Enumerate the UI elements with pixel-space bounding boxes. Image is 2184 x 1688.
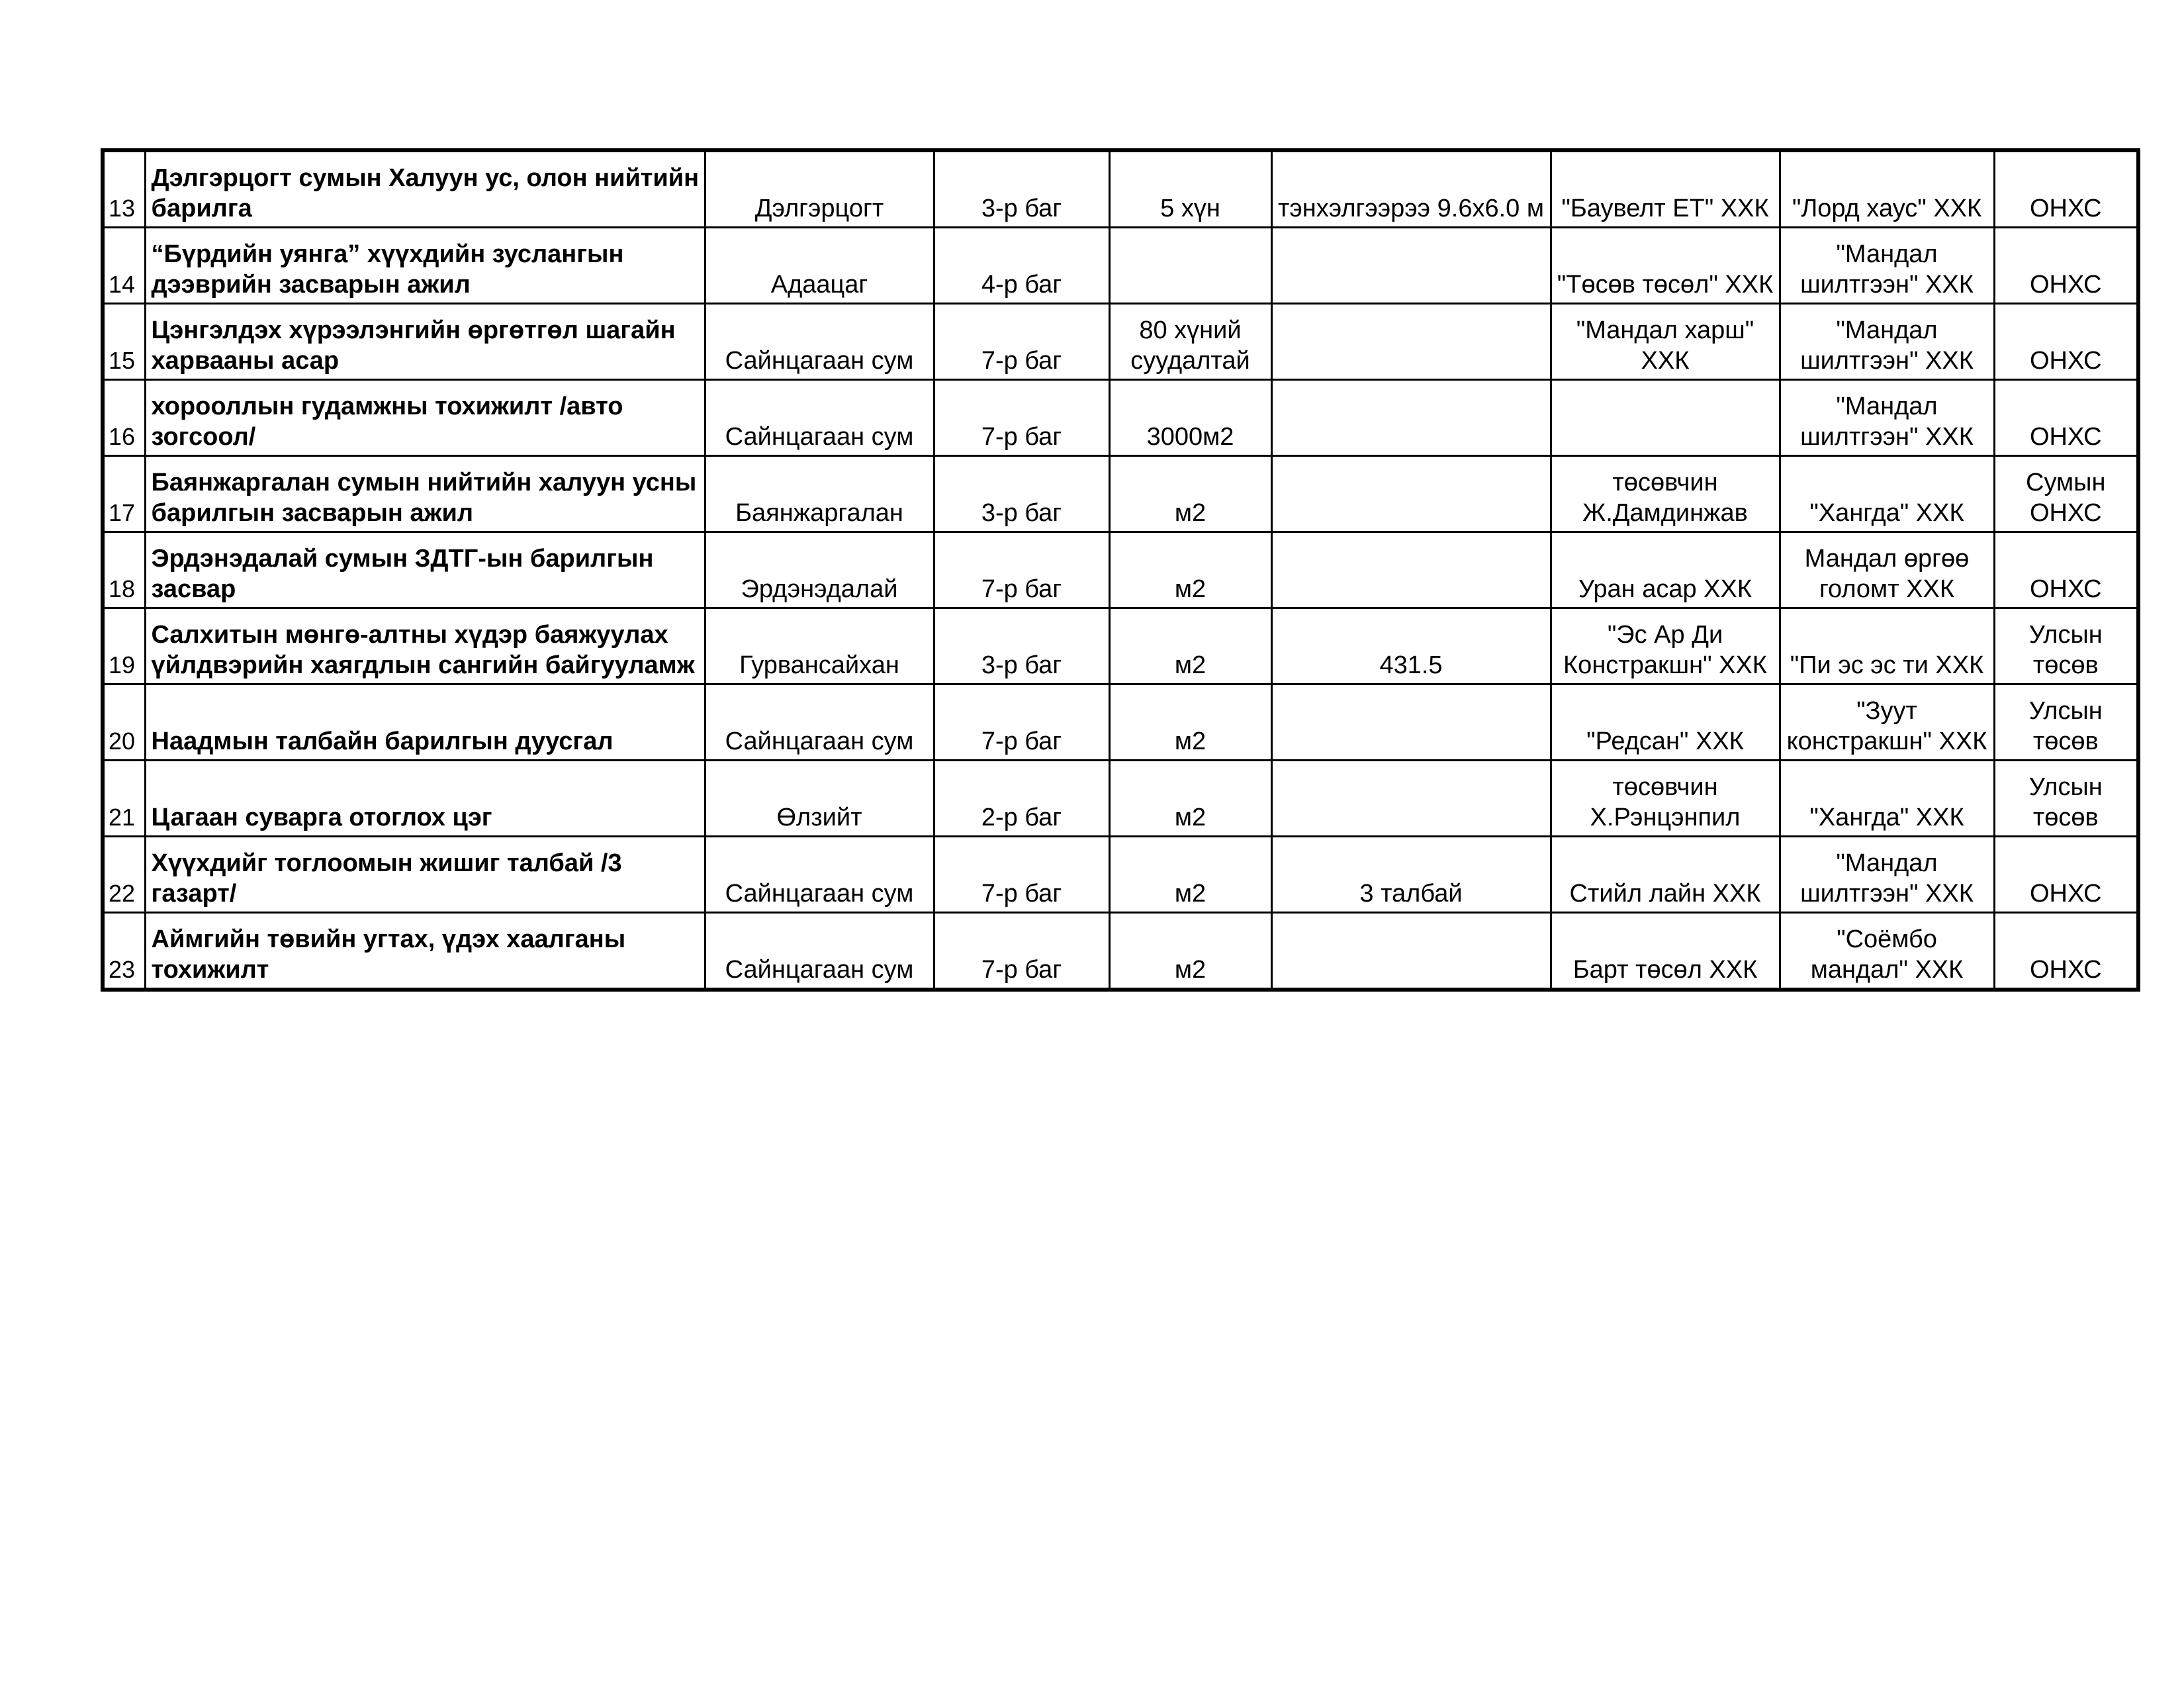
contractor-cell: "Хангда" ХХК — [1780, 761, 1994, 837]
project-name: Дэлгэрцогт сумын Халуун ус, олон нийтийн барилга — [145, 150, 705, 228]
soum-cell: Дэлгэрцогт — [705, 150, 934, 228]
projects-table — [101, 148, 2140, 992]
designer-cell: "Мандал харш" ХХК — [1551, 304, 1780, 380]
table-row — [103, 608, 2138, 684]
contractor-cell: "Мандал шилтгээн" ХХК — [1780, 837, 1994, 913]
table-row — [103, 761, 2138, 837]
project-name: Наадмын талбайн барилгын дуусгал — [145, 684, 705, 761]
capacity-cell: м2 — [1109, 761, 1271, 837]
table-row — [103, 684, 2138, 761]
capacity-cell: м2 — [1109, 456, 1271, 532]
project-name: Цэнгэлдэх хүрээлэнгийн өргөтгөл шагайн харвааны асар — [145, 304, 705, 380]
bag-cell: 7-р баг — [934, 532, 1109, 608]
funding-cell: ОНХС — [1994, 913, 2138, 990]
size-cell: 3 талбай — [1271, 837, 1551, 913]
capacity-cell: м2 — [1109, 684, 1271, 761]
size-cell — [1271, 228, 1551, 304]
size-cell — [1271, 532, 1551, 608]
capacity-cell: 5 хүн — [1109, 150, 1271, 228]
designer-cell: Уран асар ХХК — [1551, 532, 1780, 608]
project-name: “Бүрдийн уянга” хүүхдийн зуслангын дээврийн засварын ажил — [145, 228, 705, 304]
project-name: Баянжаргалан сумын нийтийн халуун усны барилгын засварын ажил — [145, 456, 705, 532]
row-number: 22 — [103, 837, 145, 913]
bag-cell: 7-р баг — [934, 380, 1109, 456]
row-number: 20 — [103, 684, 145, 761]
funding-cell: ОНХС — [1994, 380, 2138, 456]
table-row — [103, 150, 2138, 228]
capacity-cell: м2 — [1109, 532, 1271, 608]
soum-cell: Гурвансайхан — [705, 608, 934, 684]
contractor-cell: "Соёмбо мандал" ХХК — [1780, 913, 1994, 990]
contractor-cell: Мандал өргөө голомт ХХК — [1780, 532, 1994, 608]
designer-cell: "Редсан" ХХК — [1551, 684, 1780, 761]
contractor-cell: "Мандал шилтгээн" ХХК — [1780, 228, 1994, 304]
designer-cell: "Эс Ар Ди Констракшн" ХХК — [1551, 608, 1780, 684]
designer-cell: төсөвчин Ж.Дамдинжав — [1551, 456, 1780, 532]
funding-cell: Сумын ОНХС — [1994, 456, 2138, 532]
funding-cell: ОНХС — [1994, 150, 2138, 228]
row-number: 19 — [103, 608, 145, 684]
contractor-cell: "Зуут констракшн" ХХК — [1780, 684, 1994, 761]
bag-cell: 7-р баг — [934, 913, 1109, 990]
size-cell — [1271, 684, 1551, 761]
bag-cell: 3-р баг — [934, 150, 1109, 228]
designer-cell — [1551, 380, 1780, 456]
table-row — [103, 532, 2138, 608]
contractor-cell: "Хангда" ХХК — [1780, 456, 1994, 532]
funding-cell: ОНХС — [1994, 304, 2138, 380]
project-name: Цагаан суварга отоглох цэг — [145, 761, 705, 837]
soum-cell: Сайнцагаан сум — [705, 380, 934, 456]
table-body — [103, 150, 2138, 990]
soum-cell: Эрдэнэдалай — [705, 532, 934, 608]
capacity-cell: 80 хүний суудалтай — [1109, 304, 1271, 380]
funding-cell: ОНХС — [1994, 837, 2138, 913]
designer-cell: "Баувелт ЕТ" ХХК — [1551, 150, 1780, 228]
designer-cell: "Төсөв төсөл" ХХК — [1551, 228, 1780, 304]
size-cell — [1271, 456, 1551, 532]
size-cell: 431.5 — [1271, 608, 1551, 684]
funding-cell: ОНХС — [1994, 532, 2138, 608]
row-number: 18 — [103, 532, 145, 608]
table-row — [103, 837, 2138, 913]
table-row — [103, 456, 2138, 532]
funding-cell: ОНХС — [1994, 228, 2138, 304]
capacity-cell: 3000м2 — [1109, 380, 1271, 456]
size-cell — [1271, 380, 1551, 456]
size-cell — [1271, 761, 1551, 837]
project-name: Эрдэнэдалай сумын ЗДТГ-ын барилгын засвар — [145, 532, 705, 608]
row-number: 13 — [103, 150, 145, 228]
project-name: хорооллын гудамжны тохижилт /авто зогсоол/ — [145, 380, 705, 456]
project-name: Аймгийн төвийн угтах, үдэх хаалганы тохижилт — [145, 913, 705, 990]
capacity-cell: м2 — [1109, 837, 1271, 913]
row-number: 17 — [103, 456, 145, 532]
bag-cell: 4-р баг — [934, 228, 1109, 304]
soum-cell: Сайнцагаан сум — [705, 684, 934, 761]
capacity-cell: м2 — [1109, 913, 1271, 990]
contractor-cell: "Мандал шилтгээн" ХХК — [1780, 380, 1994, 456]
table-row — [103, 913, 2138, 990]
size-cell — [1271, 913, 1551, 990]
row-number: 16 — [103, 380, 145, 456]
funding-cell: Улсын төсөв — [1994, 761, 2138, 837]
contractor-cell: "Мандал шилтгээн" ХХК — [1780, 304, 1994, 380]
bag-cell: 3-р баг — [934, 608, 1109, 684]
funding-cell: Улсын төсөв — [1994, 684, 2138, 761]
bag-cell: 2-р баг — [934, 761, 1109, 837]
bag-cell: 3-р баг — [934, 456, 1109, 532]
row-number: 23 — [103, 913, 145, 990]
project-name: Хүүхдийг тоглоомын жишиг талбай /3 газарт/ — [145, 837, 705, 913]
bag-cell: 7-р баг — [934, 837, 1109, 913]
soum-cell: Адаацаг — [705, 228, 934, 304]
contractor-cell: "Лорд хаус" ХХК — [1780, 150, 1994, 228]
funding-cell: Улсын төсөв — [1994, 608, 2138, 684]
capacity-cell — [1109, 228, 1271, 304]
bag-cell: 7-р баг — [934, 304, 1109, 380]
contractor-cell: "Пи эс эс ти ХХК — [1780, 608, 1994, 684]
designer-cell: төсөвчин Х.Рэнцэнпил — [1551, 761, 1780, 837]
soum-cell: Сайнцагаан сум — [705, 837, 934, 913]
size-cell: тэнхэлгээрээ 9.6х6.0 м — [1271, 150, 1551, 228]
designer-cell: Стийл лайн ХХК — [1551, 837, 1780, 913]
row-number: 15 — [103, 304, 145, 380]
capacity-cell: м2 — [1109, 608, 1271, 684]
row-number: 14 — [103, 228, 145, 304]
soum-cell: Өлзийт — [705, 761, 934, 837]
soum-cell: Сайнцагаан сум — [705, 304, 934, 380]
table-row — [103, 304, 2138, 380]
soum-cell: Баянжаргалан — [705, 456, 934, 532]
row-number: 21 — [103, 761, 145, 837]
table-row — [103, 380, 2138, 456]
designer-cell: Барт төсөл ХХК — [1551, 913, 1780, 990]
table-row — [103, 228, 2138, 304]
project-name: Салхитын мөнгө-алтны хүдэр баяжуулах үйлдвэрийн хаягдлын сангийн байгууламж — [145, 608, 705, 684]
size-cell — [1271, 304, 1551, 380]
soum-cell: Сайнцагаан сум — [705, 913, 934, 990]
bag-cell: 7-р баг — [934, 684, 1109, 761]
